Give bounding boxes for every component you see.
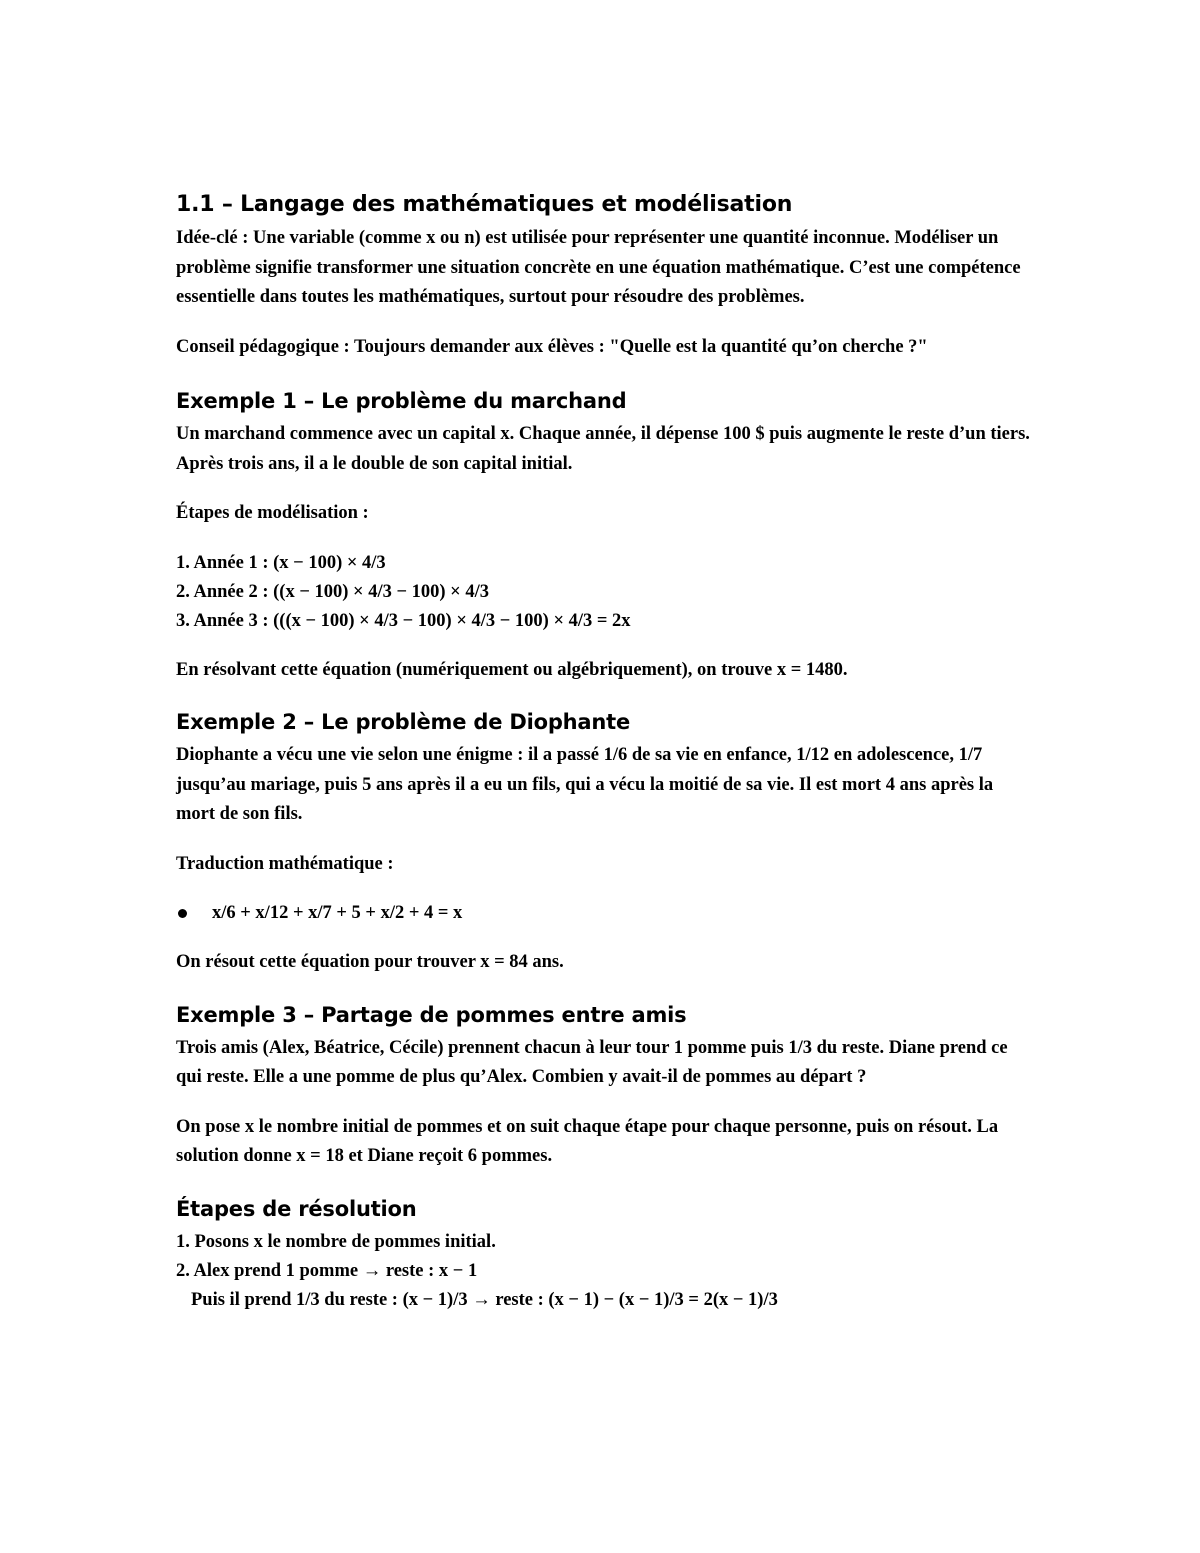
list-item: 1. Posons x le nombre de pommes initial. bbox=[176, 1231, 496, 1252]
section-title: 1.1 – Langage des mathématiques et modélisation bbox=[176, 192, 793, 217]
key-idea-paragraph: Idée-clé : Une variable (comme x ou n) est utilisée pour représenter une quantité inconnue. Modéliser un problème signifie transformer une situation concrète en une équation mathématique. C’est une compétence essentielle dans toutes les mathématiques, surtout pour résoudre des problèmes. bbox=[176, 228, 1021, 307]
example1-conclusion: En résolvant cette équation (numériquement ou algébriquement), on trouve x = 1480. bbox=[176, 659, 848, 680]
example1-statement: Un marchand commence avec un capital x. Chaque année, il dépense 100 $ puis augmente le reste d’un tiers. Après trois ans, il a le double de son capital initial. bbox=[176, 424, 1030, 474]
document-content bbox=[176, 190, 1036, 1315]
example2-equation: x/6 + x/12 + x/7 + 5 + x/2 + 4 = x bbox=[212, 903, 463, 923]
resolution-steps-list bbox=[176, 1228, 1036, 1315]
example1-steps-list bbox=[176, 549, 1036, 636]
equation-bullet-item bbox=[176, 899, 1036, 928]
example2-title: Exemple 2 – Le problème de Diophante bbox=[176, 710, 631, 734]
list-item: 1. Année 1 : (x − 100) × 4/3 bbox=[176, 552, 386, 573]
example3-statement: Trois amis (Alex, Béatrice, Cécile) prennent chacun à leur tour 1 pomme puis 1/3 du reste. Diane prend ce qui reste. Elle a une pomme de plus qu’Alex. Combien y avait-il de pommes au départ ? bbox=[176, 1037, 1008, 1087]
list-item: 2. Alex prend 1 pomme → reste : x − 1 bbox=[176, 1260, 478, 1281]
example2-conclusion: On résout cette équation pour trouver x = 84 ans. bbox=[176, 952, 564, 972]
example1-title: Exemple 1 – Le problème du marchand bbox=[176, 389, 627, 413]
example3-method: On pose x le nombre initial de pommes et on suit chaque étape pour chaque personne, puis on résout. La solution donne x = 18 et Diane reçoit 6 pommes. bbox=[176, 1116, 999, 1166]
example1-steps-label: Étapes de modélisation : bbox=[176, 503, 369, 523]
example2-statement: Diophante a vécu une vie selon une énigme : il a passé 1/6 de sa vie en enfance, 1/12 en adolescence, 1/7 jusqu’au mariage, puis 5 ans après il a eu un fils, qui a vécu la moitié de sa vie. Il est mort 4 ans après la mort de son fils. bbox=[176, 745, 994, 824]
list-item: 3. Année 3 : (((x − 100) × 4/3 − 100) × 4/3 − 100) × 4/3 = 2x bbox=[176, 610, 631, 631]
bullet-icon bbox=[178, 909, 187, 918]
example3-title: Exemple 3 – Partage de pommes entre amis bbox=[176, 1002, 687, 1027]
resolution-title: Étapes de résolution bbox=[176, 1196, 417, 1221]
list-item: 2. Année 2 : ((x − 100) × 4/3 − 100) × 4/3 bbox=[176, 581, 489, 602]
example2-translation-label: Traduction mathématique : bbox=[176, 853, 394, 874]
list-item: Puis il prend 1/3 du reste : (x − 1)/3 → reste : (x − 1) − (x − 1)/3 = 2(x − 1)/3 bbox=[191, 1289, 778, 1310]
teaching-advice-paragraph: Conseil pédagogique : Toujours demander aux élèves : "Quelle est la quantité qu’on cherche ?" bbox=[176, 336, 928, 357]
